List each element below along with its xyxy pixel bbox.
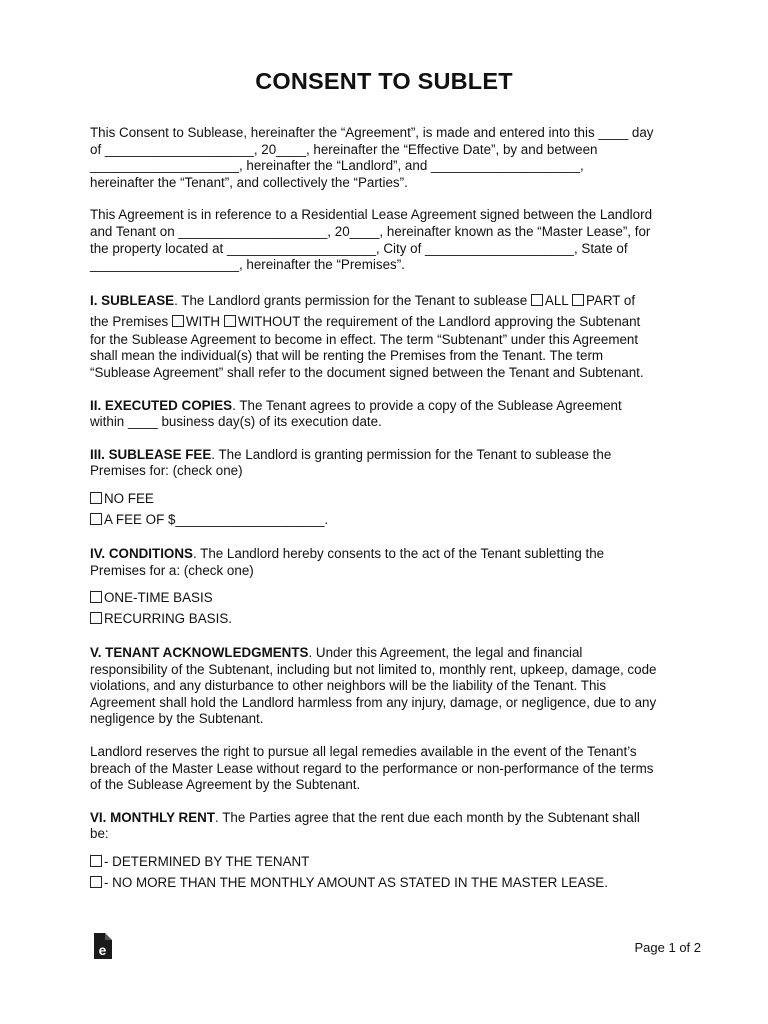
reference-line: the property located at ____________________, City of ____________________, State of — [90, 240, 628, 256]
ack-line: negligence by the Subtenant. — [90, 711, 264, 727]
conditions-line: IV. CONDITIONS. The Landlord hereby consents to the act of the Tenant subletting the — [90, 545, 605, 561]
fee-option: A FEE OF $____________________. — [90, 509, 690, 530]
section-heading: III. SUBLEASE FEE — [90, 446, 212, 462]
rent-line: be: — [90, 826, 109, 842]
reference-line: ____________________, hereinafter the “Premises”. — [90, 257, 405, 273]
page-number: Page 1 of 2 — [634, 940, 701, 955]
section-executed-copies — [90, 398, 690, 431]
conditions-option: ONE-TIME BASIS — [90, 587, 690, 608]
section-sublease — [90, 290, 690, 382]
no-fee-checkbox[interactable] — [90, 492, 102, 504]
section-heading: VI. MONTHLY RENT — [90, 809, 215, 825]
sublease-line: the Premises WITH WITHOUT the requirement of the Landlord approving the Subtenant — [90, 313, 641, 329]
executed-line: II. EXECUTED COPIES. The Tenant agrees to provide a copy of the Sublease Agreement — [90, 397, 622, 413]
conditions-line: Premises for a: (check one) — [90, 562, 254, 578]
eforms-logo-icon — [92, 932, 114, 960]
executed-line: within ____ business day(s) of its execution date. — [90, 414, 382, 430]
section-conditions — [90, 546, 690, 629]
sublease-line: for the Sublease Agreement to become in effect. The term “Subtenant” under this Agreement — [90, 331, 639, 347]
intro-line: ____________________, hereinafter the “Landlord”, and ____________________, — [90, 158, 584, 174]
remedies-paragraph — [90, 744, 690, 794]
all-checkbox[interactable] — [531, 294, 543, 306]
intro-line: hereinafter the “Tenant”, and collectively the “Parties”. — [90, 174, 408, 190]
ack-line: Agreement shall hold the Landlord harmless from any injury, damage, or negligence, due to any — [90, 694, 657, 710]
master-lease-amount-checkbox[interactable] — [90, 876, 102, 888]
without-checkbox[interactable] — [224, 315, 236, 327]
ack-line: V. TENANT ACKNOWLEDGMENTS. Under this Agreement, the legal and financial — [90, 645, 583, 661]
section-acknowledgments — [90, 645, 690, 728]
sublease-line: I. SUBLEASE. The Landlord grants permission for the Tenant to sublease ALL PART of — [90, 292, 636, 308]
svg-text:e: e — [98, 942, 107, 958]
rent-option: - DETERMINED BY THE TENANT — [90, 851, 690, 872]
rent-option: - NO MORE THAN THE MONTHLY AMOUNT AS STATED IN THE MASTER LEASE. — [90, 872, 690, 893]
remedies-line: of the Sublease Agreement by the Subtenant. — [90, 777, 361, 793]
fee-option: NO FEE — [90, 488, 690, 509]
section-monthly-rent — [90, 810, 690, 893]
fee-line: III. SUBLEASE FEE. The Landlord is granting permission for the Tenant to sublease the — [90, 446, 612, 462]
part-checkbox[interactable] — [572, 294, 584, 306]
ack-line: violations, and any disturbance to other neighbors will be the liability of the Tenant. This — [90, 678, 607, 694]
section-heading: I. SUBLEASE — [90, 292, 175, 308]
ack-line: responsibility of the Subtenant, including but not limited to, monthly rent, upkeep, damage, code — [90, 661, 657, 677]
document-body — [90, 125, 690, 909]
section-sublease-fee — [90, 447, 690, 530]
intro-line: This Consent to Sublease, hereinafter the “Agreement”, is made and entered into this ____ day — [90, 125, 654, 140]
section-heading: V. TENANT ACKNOWLEDGMENTS — [90, 645, 309, 661]
reference-line: This Agreement is in reference to a Residential Lease Agreement signed between the Landlord — [90, 207, 653, 223]
sublease-line: “Sublease Agreement” shall refer to the document signed between the Tenant and Subtenant. — [90, 364, 644, 380]
remedies-line: breach of the Master Lease without regard to the performance or non-performance of the terms — [90, 760, 654, 776]
sublease-line: shall mean the individual(s) that will be renting the Premises from the Tenant. The term — [90, 348, 604, 364]
document-title: CONSENT TO SUBLET — [255, 68, 513, 94]
conditions-option: RECURRING BASIS. — [90, 608, 690, 629]
fee-amount-checkbox[interactable] — [90, 513, 102, 525]
section-heading: II. EXECUTED COPIES — [90, 397, 233, 413]
fee-line: Premises for: (check one) — [90, 463, 243, 479]
intro-paragraph — [90, 125, 690, 191]
one-time-checkbox[interactable] — [90, 591, 102, 603]
remedies-line: Landlord reserves the right to pursue all legal remedies available in the event of the Tenant’s — [90, 744, 637, 760]
intro-line: of ____________________, 20____, hereinafter the “Effective Date”, by and between — [90, 141, 598, 157]
section-heading: IV. CONDITIONS — [90, 545, 193, 561]
reference-line: and Tenant on ____________________, 20____, hereinafter known as the “Master Lease”, for — [90, 223, 651, 239]
with-checkbox[interactable] — [172, 315, 184, 327]
determined-by-tenant-checkbox[interactable] — [90, 855, 102, 867]
rent-line: VI. MONTHLY RENT. The Parties agree that the rent due each month by the Subtenant shall — [90, 809, 640, 825]
reference-paragraph — [90, 207, 690, 273]
recurring-checkbox[interactable] — [90, 612, 102, 624]
